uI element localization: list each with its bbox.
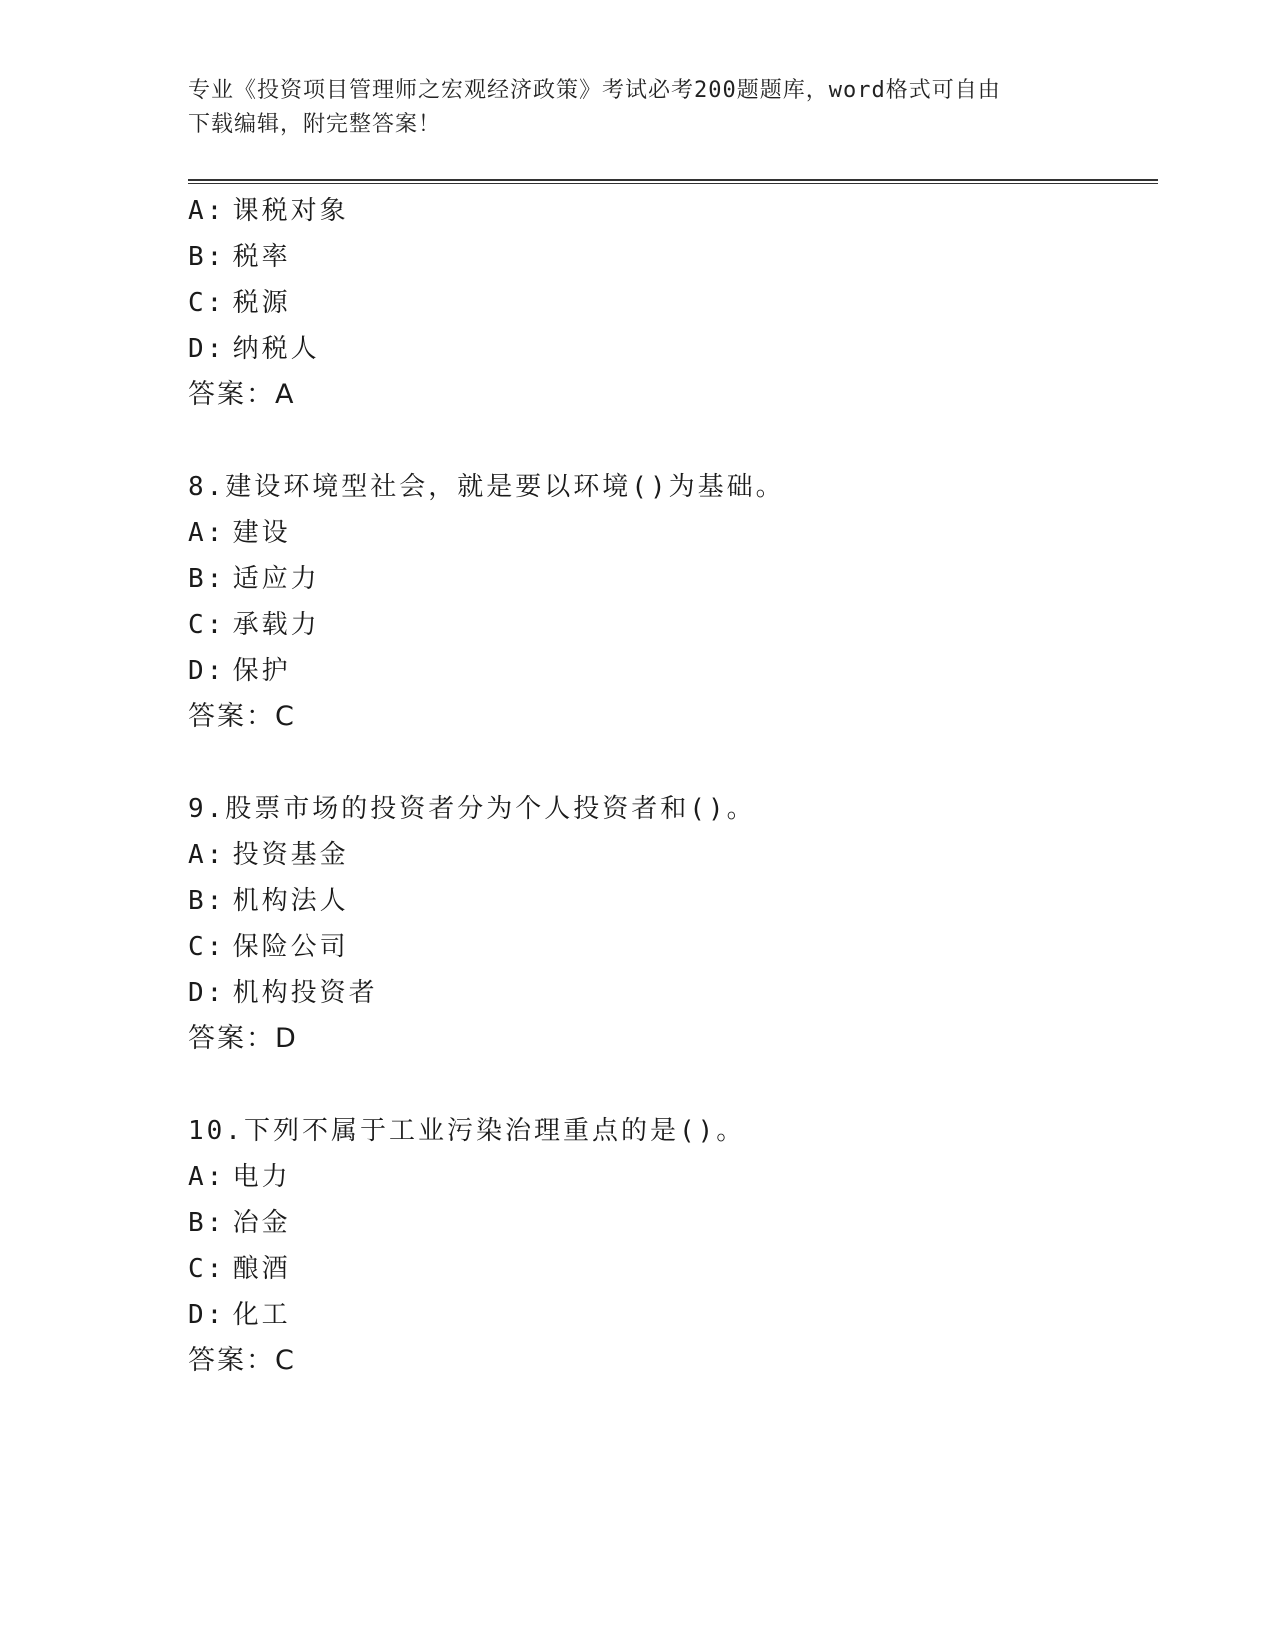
option-a (188, 188, 1188, 234)
option-text: 税率 (232, 242, 291, 272)
option-c (188, 924, 1188, 970)
option-separator: : (206, 196, 226, 226)
option-text: 承载力 (232, 610, 320, 640)
option-text: 课税对象 (232, 196, 349, 226)
option-separator: : (206, 242, 226, 272)
option-letter: C (188, 1254, 207, 1284)
option-letter: C (188, 932, 207, 962)
option-letter: C (188, 610, 207, 640)
option-letter: D (188, 334, 207, 364)
option-d (188, 970, 1188, 1016)
option-separator: : (206, 610, 226, 640)
option-text: 保护 (232, 656, 291, 686)
option-text: 冶金 (232, 1208, 291, 1238)
header-line-1: 专业《投资项目管理师之宏观经济政策》考试必考200题题库，word格式可自由 (188, 78, 1001, 103)
option-a (188, 510, 1188, 556)
option-letter: D (188, 1300, 207, 1330)
option-letter: B (188, 1208, 207, 1238)
option-text: 建设 (232, 518, 291, 548)
question-7 (188, 188, 1188, 418)
header-line-2: 下载编辑，附完整答案！ (188, 112, 442, 137)
option-c (188, 602, 1188, 648)
option-letter: D (188, 656, 207, 686)
option-separator: : (206, 1300, 226, 1330)
option-a (188, 832, 1188, 878)
option-letter: A (188, 196, 207, 226)
option-separator: : (206, 1162, 226, 1192)
option-separator: : (206, 978, 226, 1008)
question-10 (188, 1108, 1188, 1384)
option-b (188, 234, 1188, 280)
option-b (188, 878, 1188, 924)
option-letter: B (188, 886, 207, 916)
option-text: 适应力 (232, 564, 320, 594)
question-9 (188, 786, 1188, 1062)
option-letter: D (188, 978, 207, 1008)
option-letter: B (188, 242, 207, 272)
option-separator: : (206, 334, 226, 364)
option-letter: C (188, 288, 207, 318)
option-text: 电力 (232, 1162, 291, 1192)
answer-line: 答案：A (188, 379, 296, 410)
option-separator: : (206, 656, 226, 686)
option-text: 投资基金 (232, 840, 349, 870)
option-separator: : (206, 886, 226, 916)
option-text: 机构法人 (232, 886, 349, 916)
option-c (188, 280, 1188, 326)
option-text: 化工 (232, 1300, 291, 1330)
answer-line: 答案：D (188, 1023, 298, 1054)
option-separator: : (206, 1208, 226, 1238)
option-d (188, 1292, 1188, 1338)
option-separator: : (206, 840, 226, 870)
option-b (188, 1200, 1188, 1246)
option-text: 机构投资者 (232, 978, 378, 1008)
question-text: 10.下列不属于工业污染治理重点的是()。 (188, 1116, 746, 1146)
question-list (188, 188, 1188, 1430)
option-separator: : (206, 932, 226, 962)
option-b (188, 556, 1188, 602)
option-d (188, 326, 1188, 372)
question-text: 8.建设环境型社会，就是要以环境()为基础。 (188, 472, 785, 502)
option-letter: A (188, 518, 207, 548)
option-c (188, 1246, 1188, 1292)
question-8 (188, 464, 1188, 740)
option-separator: : (206, 288, 226, 318)
answer-line: 答案：C (188, 1345, 296, 1376)
option-a (188, 1154, 1188, 1200)
option-text: 酿酒 (232, 1254, 291, 1284)
option-text: 保险公司 (232, 932, 349, 962)
option-text: 纳税人 (232, 334, 320, 364)
header-divider (188, 179, 1158, 184)
option-letter: A (188, 1162, 207, 1192)
option-separator: : (206, 564, 226, 594)
document-header (188, 74, 1088, 142)
option-letter: A (188, 840, 207, 870)
answer-line: 答案：C (188, 701, 296, 732)
option-separator: : (206, 518, 226, 548)
option-text: 税源 (232, 288, 291, 318)
question-text: 9.股票市场的投资者分为个人投资者和()。 (188, 794, 756, 824)
option-separator: : (206, 1254, 226, 1284)
option-d (188, 648, 1188, 694)
option-letter: B (188, 564, 207, 594)
